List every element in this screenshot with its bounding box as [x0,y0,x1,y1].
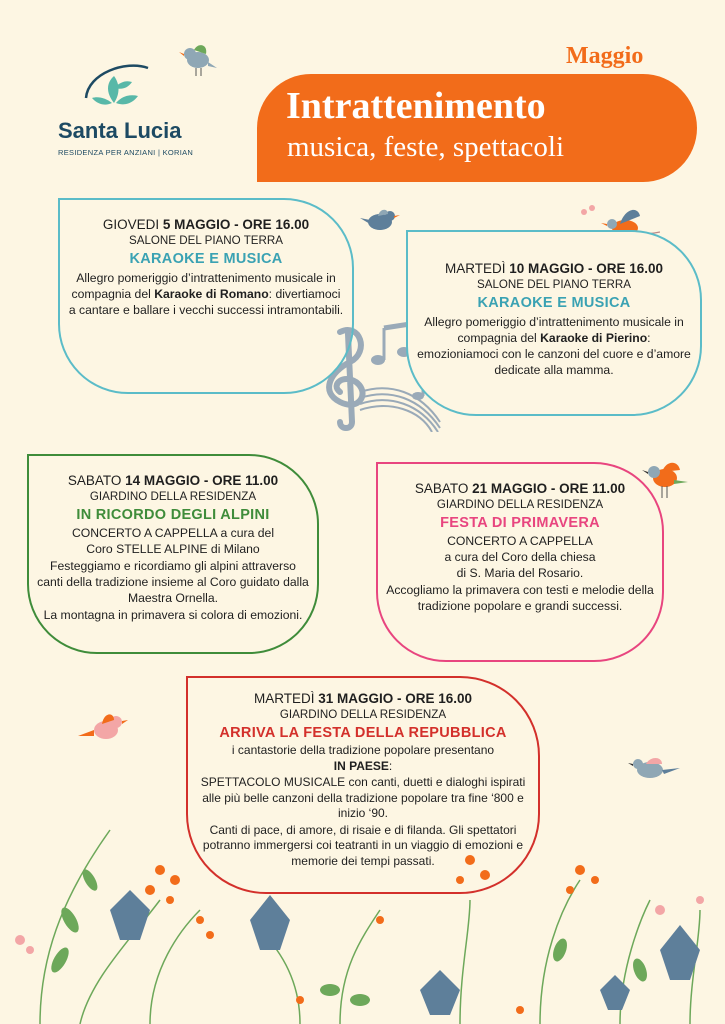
event-datetime [386,480,654,497]
event-date: 14 MAGGIO - ORE 11.00 [125,473,279,488]
event-day: MARTEDÌ [253,691,315,706]
event-line: Coro STELLE ALPINE di Milano [86,542,260,556]
event-desc-text: Allegro pomeriggio d’intrattenimento musicale in compagnia del [71,271,336,301]
event-desc-bold: Karaoke di Romano [154,287,269,301]
event-desc-text: : emozioniamoci con le canzoni del cuore e d’amore dedicate alla mamma. [417,331,691,377]
event-description: Festeggiamo e ricordiamo gli alpini attraverso canti della tradizione insieme al Coro guidato dalla Maestra Ornella. [37,559,309,605]
event-date: 5 MAGGIO - ORE 16.00 [162,217,310,232]
event-place: GIARDINO DELLA RESIDENZA [279,708,447,721]
santa-lucia-logo [58,58,198,168]
month-label: Maggio [566,43,644,69]
event-desc-text: : divertiamoci a cantare e ballare i vecchi successi intramontabili. [68,287,344,317]
event-day: SABATO [67,473,122,488]
event-day: GIOVEDI [102,217,160,232]
event-date: 10 MAGGIO - ORE 16.00 [509,261,664,276]
event-line: CONCERTO A CAPPELLA [447,534,593,548]
event-datetime [196,690,530,707]
event-show-name [196,759,530,775]
event-title: KARAOKE E MUSICA [129,251,283,267]
event-line: di S. Maria del Rosario. [456,566,584,580]
event-title: ARRIVA LA FESTA DELLA REPUBBLICA [219,725,507,741]
event-desc-text: Allegro pomeriggio d’intrattenimento musicale in compagnia del [424,315,684,345]
page-subtitle: musica, feste, spettacoli [287,131,565,163]
event-card [376,462,664,662]
event-description [68,270,344,318]
event-date: 21 MAGGIO - ORE 11.00 [472,481,626,496]
event-line: CONCERTO A CAPPELLA a cura del [71,526,275,540]
floral-decoration [0,800,725,1024]
event-punctuation: : [388,758,393,773]
event-datetime [416,260,692,277]
event-description [416,314,692,378]
page-title: Intrattenimento [286,85,546,127]
bird-icon [178,40,218,80]
event-line: i cantastorie della tradizione popolare presentano [231,743,495,757]
event-desc-bold: Karaoke di Pierino [540,331,648,345]
event-card [406,230,702,416]
event-place: SALONE DEL PIANO TERRA [477,278,631,291]
event-day: MARTEDÌ [444,261,506,276]
event-card [58,198,354,394]
event-place: GIARDINO DELLA RESIDENZA [89,490,257,503]
event-description: SPETTACOLO MUSICALE con canti, duetti e dialoghi ispirati alle più belle canzoni della tradizione popolare tra fine ‘800 e inizio ‘90. [200,775,526,820]
event-title: IN RICORDO DEGLI ALPINI [76,507,270,523]
event-day: SABATO [414,481,469,496]
event-description: Accogliamo la primavera con testi e melodie della tradizione popolare e grandi successi. [386,583,654,613]
event-datetime [68,216,344,233]
bird-icon [360,206,400,236]
header-banner [257,74,697,182]
bird-icon [626,752,682,788]
event-description: Canti di pace, di amore, di risaie e di filanda. Gli spettatori potranno immergersi coi teatranti in un viaggio di emozioni e memorie dei tempi passati. [202,822,524,868]
logo-subtitle: RESIDENZA PER ANZIANI | KORIAN [58,148,194,157]
event-title: KARAOKE E MUSICA [477,295,631,311]
event-place: GIARDINO DELLA RESIDENZA [436,498,604,511]
event-date: 31 MAGGIO - ORE 16.00 [318,691,473,706]
bird-icon [78,708,132,752]
logo-leaf-icon [76,58,156,118]
event-show-title: IN PAESE [333,758,389,773]
event-line: a cura del Coro della chiesa [444,550,596,564]
event-description: La montagna in primavera si colora di emozioni. [43,608,303,622]
logo-name: Santa Lucia [58,118,182,143]
event-place: SALONE DEL PIANO TERRA [129,234,283,247]
event-card [27,454,319,654]
event-title: FESTA DI PRIMAVERA [440,515,600,531]
event-datetime [37,472,309,489]
